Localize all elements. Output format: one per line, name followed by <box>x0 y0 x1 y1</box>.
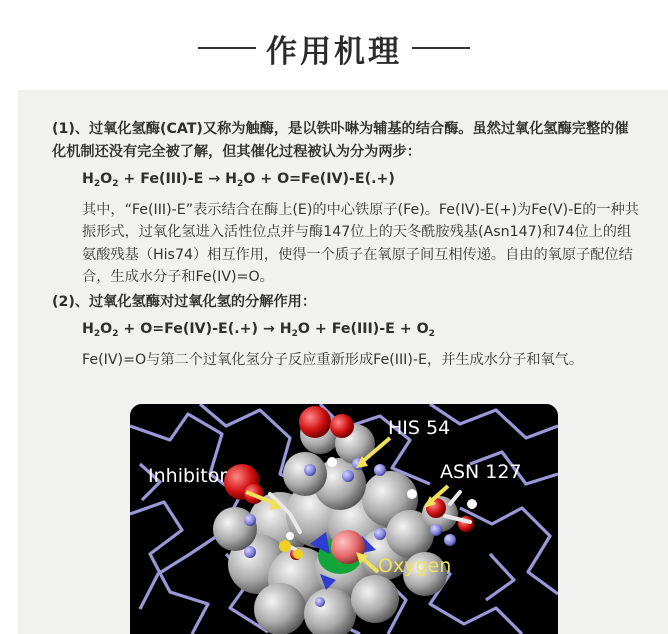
label-his54: HIS 54 <box>388 417 451 439</box>
title-line-left <box>198 47 256 49</box>
section-2-body: Fe(IV)=O与第二个过氧化氢分子反应重新形成Fe(III)-E，并生成水分子和氧气。 <box>82 351 584 368</box>
page-title: 作用机理 <box>266 33 402 70</box>
label-inhibitor: Inhibitor <box>148 465 228 487</box>
enzyme-structure-image <box>130 404 558 634</box>
section-2-heading: (2)、过氧化氢酶对过氧化氢的分解作用： <box>52 293 317 310</box>
title-row <box>0 26 668 70</box>
mechanism-text <box>52 118 642 371</box>
label-asn127: ASN 127 <box>440 461 522 483</box>
title-line-right <box>412 47 470 49</box>
molecule-illustration <box>130 404 558 634</box>
content-panel <box>18 90 668 634</box>
section-1-equation: $H_2O_2 + Fe(III)-E \to H_2O + O=Fe(IV)-E(.+)$ <box>82 171 395 189</box>
section-1-heading: (1)、过氧化氢酶(CAT)又称为触酶，是以铁卟啉为辅基的结合酶。虽然过氧化氢酶完整的催化机制还没有完全被了解，但其催化过程被认为分为两步： <box>52 121 629 160</box>
section-2-equation: $H_2O_2 + O=Fe(IV)-E(.+) \to H_2O + Fe(III)-E + O_2$ <box>82 321 435 339</box>
label-oxygen: Oxygen <box>378 555 452 577</box>
section-1-body: 其中，“Fe(III)-E”表示结合在酶上(E)的中心铁原子(Fe)。Fe(IV)-E(+)为Fe(V)-E的一种共振形式，过氧化氢进入活性位点并与酶147位上的天冬酰胺残基(Asn147)和74位上的组氨酸残基（His74）相互作用，使得一个质子在氧原子间互相传递。自由的氧原子配位结合，生成水分子和Fe(IV)=O。 <box>82 201 639 285</box>
